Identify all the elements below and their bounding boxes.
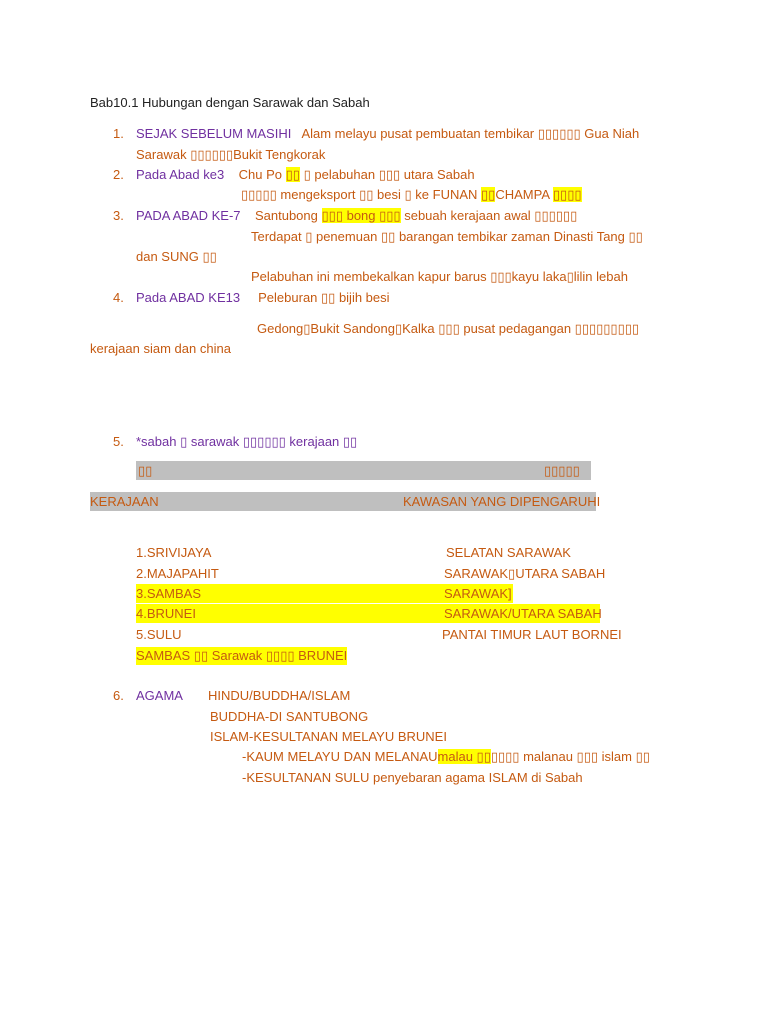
list-number-3: 3. <box>113 208 124 223</box>
item-3-text-b: sebuah kerajaan awal ▯▯▯▯▯▯ <box>404 208 578 223</box>
page-title: Bab10.1 Hubungan dengan Sarawak dan Sabah <box>90 95 370 110</box>
column-kerajaan: KERAJAAN <box>90 494 159 509</box>
item-2-l2-champa: CHAMPA <box>495 187 550 202</box>
agama-line-2: BUDDHA-DI SANTUBONG <box>210 709 369 724</box>
table-header-left: ▯▯ <box>138 463 153 478</box>
table-row-kerajaan: 3.SAMBAS <box>136 586 202 601</box>
table-row-kerajaan: 5.SULU <box>136 627 182 642</box>
table-header-right: ▯▯▯▯▯ <box>544 463 580 478</box>
agama-l4-highlight: malau ▯▯ <box>437 749 491 764</box>
table-row-kerajaan: 2.MAJAPAHIT <box>136 566 219 581</box>
item-2-line-2 <box>241 186 582 204</box>
item-4-text: Peleburan ▯▯ bijih besi <box>258 290 390 305</box>
list-item-4 <box>136 289 390 307</box>
agama-line-4 <box>242 748 650 766</box>
table-row-kawasan: PANTAI TIMUR LAUT BORNEI <box>442 627 622 642</box>
item-1-text-cont: Sarawak ▯▯▯▯▯▯Bukit Tengkorak <box>136 147 326 162</box>
table-row-kawasan: SARAWAK▯UTARA SABAH <box>444 566 606 581</box>
item-4-line-2: Gedong▯Bukit Sandong▯Kalka ▯▯▯ pusat pedagangan ▯▯▯▯▯▯▯▯▯ <box>257 321 640 336</box>
table-row-kawasan: SARAWAK/UTARA SABAH <box>444 606 602 621</box>
item-3-line-3: dan SUNG ▯▯ <box>136 249 217 264</box>
list-number-4: 4. <box>113 290 124 305</box>
agama-line-3: ISLAM-KESULTANAN MELAYU BRUNEI <box>210 729 447 744</box>
agama-l4-text: -KAUM MELAYU DAN MELANAU <box>242 749 438 764</box>
item-2-highlight: ▯▯ <box>285 167 300 182</box>
list-item-5: *sabah ▯ sarawak ▯▯▯▯▯▯ kerajaan ▯▯ <box>136 434 358 449</box>
item-3-line-4: Pelabuhan ini membekalkan kapur barus ▯▯▯kayu laka▯lilin lebah <box>251 269 628 284</box>
list-number-1: 1. <box>113 126 124 141</box>
list-item-1 <box>136 125 639 143</box>
table-note: SAMBAS ▯▯ Sarawak ▯▯▯▯ BRUNEI <box>136 648 348 663</box>
item-2-l2-highlight: ▯▯ <box>481 187 496 202</box>
item-2-l2-highlight-b: ▯▯▯▯ <box>552 187 582 202</box>
table-row-kawasan: SARAWAK] <box>444 586 512 601</box>
list-number-5: 5. <box>113 434 124 449</box>
item-4-line-3: kerajaan siam dan china <box>90 341 231 356</box>
item-1-text: Alam melayu pusat pembuatan tembikar ▯▯▯▯▯▯ Gua Niah <box>301 126 640 141</box>
item-3-label: PADA ABAD KE-7 <box>136 208 241 223</box>
item-1-label: SEJAK SEBELUM MASIHI <box>136 126 292 141</box>
list-item-2 <box>136 166 475 184</box>
item-3-highlight: ▯▯▯ bong ▯▯▯ <box>321 208 401 223</box>
item-3-text: Santubong <box>254 208 318 223</box>
table-row-kerajaan: 1.SRIVIJAYA <box>136 545 212 560</box>
list-item-3 <box>136 207 577 225</box>
table-header-bar <box>136 461 591 480</box>
item-2-text: Chu Po <box>238 167 283 182</box>
table-row-kerajaan: 4.BRUNEI <box>136 606 196 621</box>
list-number-6: 6. <box>113 688 124 703</box>
list-number-2: 2. <box>113 167 124 182</box>
table-row-kawasan: SELATAN SARAWAK <box>446 545 571 560</box>
item-2-l2-text: ▯▯▯▯▯ mengeksport ▯▯ besi ▯ ke FUNAN <box>241 187 478 202</box>
agama-line-5: -KESULTANAN SULU penyebaran agama ISLAM di Sabah <box>242 770 583 785</box>
item-3-line-2: Terdapat ▯ penemuan ▯▯ barangan tembikar zaman Dinasti Tang ▯▯ <box>251 229 643 244</box>
item-6-label: AGAMA <box>136 688 183 703</box>
agama-l4-text-b: ▯▯▯▯ malanau ▯▯▯ islam ▯▯ <box>490 749 650 764</box>
agama-line-1: HINDU/BUDDHA/ISLAM <box>208 688 351 703</box>
item-2-text-b: ▯ pelabuhan ▯▯▯ utara Sabah <box>303 167 475 182</box>
item-4-label: Pada ABAD KE13 <box>136 290 241 305</box>
item-2-label: Pada Abad ke3 <box>136 167 225 182</box>
column-kawasan: KAWASAN YANG DIPENGARUHI <box>403 494 601 509</box>
